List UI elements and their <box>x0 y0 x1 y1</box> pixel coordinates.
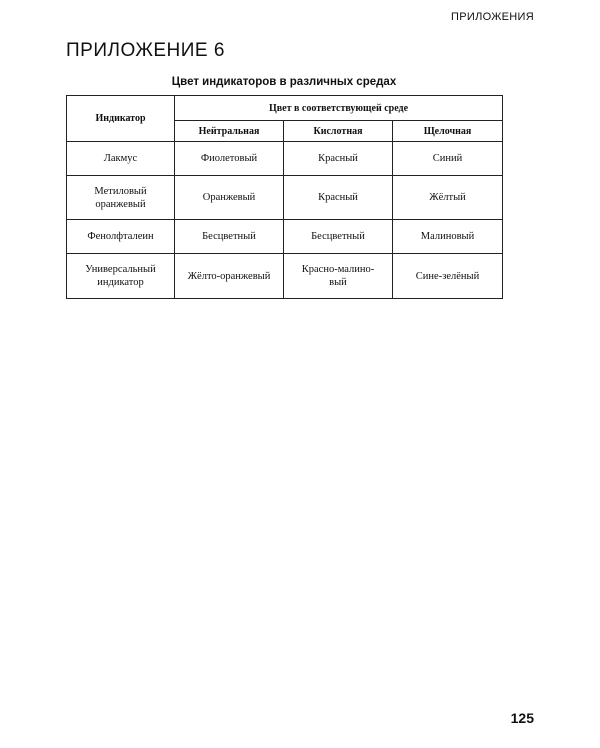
header-neutral: Нейтральная <box>175 121 284 142</box>
indicator-name: Лакмус <box>103 153 138 164</box>
page-number: 125 <box>510 710 534 726</box>
neutral-color: Бесцветный <box>202 231 256 242</box>
acidic-color: Красный <box>318 192 358 203</box>
acidic-cell <box>284 142 393 176</box>
indicator-cell <box>67 176 175 220</box>
acidic-color: Бесцветный <box>311 231 365 242</box>
indicator-cell <box>67 254 175 299</box>
acidic-color: Красно-малино- вый <box>301 264 375 288</box>
appendix-title: ПРИЛОЖЕНИЕ 6 <box>66 40 225 61</box>
alkaline-color: Сине-зелёный <box>415 270 480 282</box>
neutral-color: Жёлто-оранжевый <box>187 270 271 282</box>
table-caption: Цвет индикаторов в различных средах <box>171 76 397 88</box>
indicator-table <box>66 95 503 299</box>
alkaline-cell <box>393 142 503 176</box>
table-header-row <box>67 96 503 121</box>
indicator-name: Фенолфталеин <box>87 231 154 242</box>
indicator-cell <box>67 142 175 176</box>
alkaline-color: Жёлтый <box>429 192 466 203</box>
neutral-color: Оранжевый <box>202 192 256 203</box>
table-row <box>67 142 503 176</box>
header-indicator: Индикатор <box>67 96 175 142</box>
neutral-cell <box>175 176 284 220</box>
neutral-color: Фиолетовый <box>200 153 258 164</box>
running-header: ПРИЛОЖЕНИЯ <box>451 11 534 23</box>
alkaline-cell <box>393 220 503 254</box>
alkaline-cell <box>393 254 503 299</box>
table-row <box>67 176 503 220</box>
acidic-cell <box>284 176 393 220</box>
acidic-cell <box>284 220 393 254</box>
acidic-cell <box>284 254 393 299</box>
header-alkaline: Щелочная <box>393 121 503 142</box>
alkaline-color: Синий <box>432 153 463 164</box>
alkaline-color: Малиновый <box>420 231 475 242</box>
table-row <box>67 220 503 254</box>
header-color-group: Цвет в соответствующей среде <box>175 96 503 121</box>
indicator-cell <box>67 220 175 254</box>
indicator-name: Метиловый оранжевый <box>94 185 147 210</box>
table-row <box>67 254 503 299</box>
indicator-name: Универсальный индикатор <box>85 264 156 288</box>
acidic-color: Красный <box>318 153 358 164</box>
neutral-cell <box>175 220 284 254</box>
header-acidic: Кислотная <box>284 121 393 142</box>
neutral-cell <box>175 254 284 299</box>
neutral-cell <box>175 142 284 176</box>
alkaline-cell <box>393 176 503 220</box>
